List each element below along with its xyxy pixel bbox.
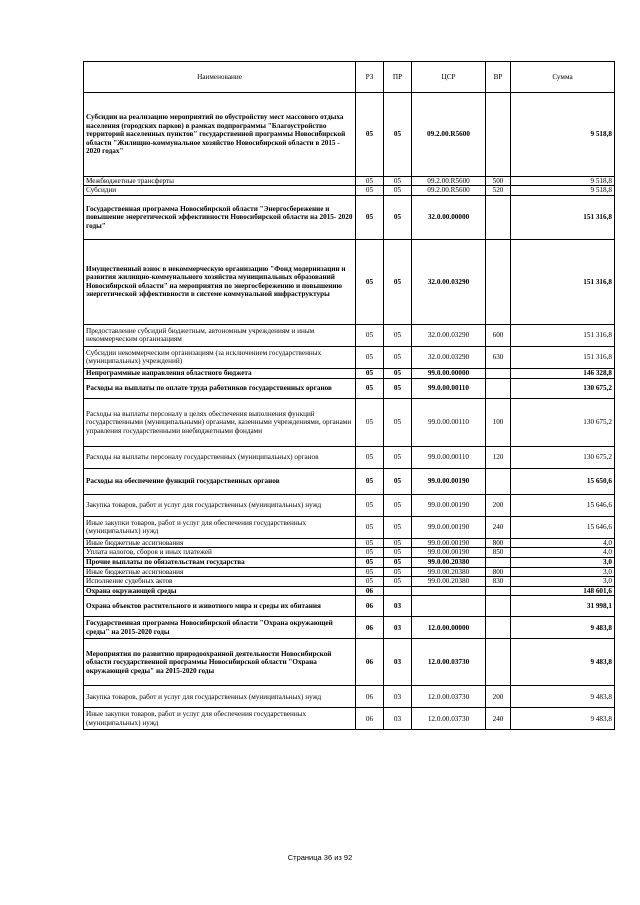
cell-pr: 05 [384,567,412,576]
table-row [84,516,615,538]
cell-rz: 05 [356,548,384,557]
cell-csr: 09.2.00.R5600 [412,177,486,186]
table-row [84,557,615,567]
cell-sum: 4,0 [511,548,615,557]
cell-csr: 99.0.00.20380 [412,577,486,586]
table-row [84,186,615,195]
budget-table [83,61,615,730]
table-row [84,368,615,378]
cell-name: Имущественный взнос в некоммерческую организацию "Фонд модернизации и развития жилищно-коммунального хозяйства муниципальных образований Новосибирской области" на мероприятия по энергосбережению и повышению энергетической эффективности в системе коммунальной инфраструктуры [84,239,356,324]
cell-name: Исполнение судебных актов [84,577,356,586]
page-number: Страница 36 из 92 [287,853,353,862]
cell-sum: 146 328,8 [511,368,615,378]
cell-vr: 240 [486,516,511,538]
cell-sum: 151 316,8 [511,346,615,368]
cell-rz: 05 [356,177,384,186]
cell-pr: 05 [384,494,412,516]
cell-sum: 151 316,8 [511,195,615,239]
cell-sum: 9 483,8 [511,708,615,730]
cell-csr: 99.0.00.00190 [412,538,486,547]
cell-sum: 151 316,8 [511,324,615,346]
cell-csr: 12.0.00.03730 [412,686,486,708]
cell-vr [486,586,511,595]
cell-name: Иные закупки товаров, работ и услуг для обеспечения государственных (муниципальных) нужд [84,708,356,730]
table-row [84,324,615,346]
cell-vr: 520 [486,186,511,195]
cell-rz: 05 [356,494,384,516]
header-vr: ВР [486,62,511,93]
cell-pr: 03 [384,617,412,639]
cell-rz: 06 [356,708,384,730]
cell-name: Иные закупки товаров, работ и услуг для обеспечения государственных (муниципальных) нужд [84,516,356,538]
cell-rz: 05 [356,516,384,538]
table-row [84,195,615,239]
cell-pr: 03 [384,708,412,730]
table-row [84,398,615,446]
cell-sum: 130 675,2 [511,378,615,398]
cell-name: Расходы на выплаты персоналу в целях обеспечения выполнения функций государственными (муниципальными) органами, казенными учреждениями, органами управления государственными внебюджетными фондами [84,398,356,446]
table-row [84,346,615,368]
cell-name: Закупка товаров, работ и услуг для государственных (муниципальных) нужд [84,686,356,708]
cell-pr: 05 [384,548,412,557]
cell-name: Охрана объектов растительного и животного мира и среды их обитания [84,596,356,617]
cell-csr: 12.0.00.03730 [412,708,486,730]
cell-rz: 05 [356,239,384,324]
cell-pr: 03 [384,639,412,686]
cell-csr: 99.0.00.00000 [412,368,486,378]
cell-sum: 15 646,6 [511,516,615,538]
cell-sum: 9 518,8 [511,186,615,195]
cell-name: Субсидии некоммерческим организациям (за исключением государственных (муниципальных) учреждений) [84,346,356,368]
table-row [84,708,615,730]
cell-csr: 32.0.00.03290 [412,324,486,346]
cell-rz: 05 [356,324,384,346]
cell-pr: 05 [384,577,412,586]
table-row [84,538,615,547]
table-row [84,686,615,708]
cell-rz: 05 [356,577,384,586]
cell-pr: 05 [384,378,412,398]
cell-csr: 12.0.00.00000 [412,617,486,639]
cell-pr: 03 [384,596,412,617]
cell-vr: 200 [486,494,511,516]
cell-pr: 05 [384,446,412,468]
cell-vr: 850 [486,548,511,557]
cell-csr: 09.2.00.R5600 [412,93,486,177]
cell-name: Закупка товаров, работ и услуг для государственных (муниципальных) нужд [84,494,356,516]
cell-sum: 130 675,2 [511,398,615,446]
cell-name: Государственная программа Новосибирской области "Энергосбережение и повышение энергетической эффективности Новосибирской области на 2015- 2020 годы" [84,195,356,239]
cell-vr: 500 [486,177,511,186]
cell-pr: 05 [384,516,412,538]
cell-name: Непрограммные направления областного бюджета [84,368,356,378]
cell-csr: 99.0.00.00110 [412,446,486,468]
cell-name: Субсидии [84,186,356,195]
cell-vr [486,368,511,378]
cell-pr: 05 [384,557,412,567]
cell-csr: 12.0.00.03730 [412,639,486,686]
table-row [84,586,615,595]
cell-csr: 32.0.00.00000 [412,195,486,239]
cell-sum: 3,0 [511,557,615,567]
cell-sum: 9 483,8 [511,686,615,708]
cell-vr: 200 [486,686,511,708]
cell-csr: 99.0.00.00110 [412,378,486,398]
cell-rz: 05 [356,446,384,468]
table-row [84,239,615,324]
cell-vr [486,195,511,239]
cell-sum: 15 650,6 [511,468,615,494]
cell-rz: 05 [356,557,384,567]
cell-csr: 99.0.00.00190 [412,468,486,494]
table-row [84,93,615,177]
table-row [84,567,615,576]
cell-sum: 130 675,2 [511,446,615,468]
cell-name: Государственная программа Новосибирской области "Охрана окружающей среды" на 2015-2020 годы [84,617,356,639]
cell-pr: 05 [384,398,412,446]
cell-vr [486,468,511,494]
cell-rz: 05 [356,398,384,446]
cell-sum: 15 646,6 [511,494,615,516]
cell-vr [486,378,511,398]
cell-pr: 05 [384,93,412,177]
cell-vr: 120 [486,446,511,468]
cell-name: Иные бюджетные ассигнования [84,567,356,576]
cell-name: Расходы на выплаты персоналу государственных (муниципальных) органов [84,446,356,468]
header-sum: Сумма [511,62,615,93]
cell-pr: 05 [384,346,412,368]
cell-rz: 05 [356,93,384,177]
table-row [84,378,615,398]
table-row [84,577,615,586]
cell-csr: 99.0.00.20380 [412,567,486,576]
cell-sum: 148 601,6 [511,586,615,595]
cell-csr: 99.0.00.00190 [412,494,486,516]
header-rz: РЗ [356,62,384,93]
cell-name: Иные бюджетные ассигнования [84,538,356,547]
cell-pr: 05 [384,538,412,547]
table-row [84,494,615,516]
cell-name: Прочие выплаты по обязательствам государства [84,557,356,567]
cell-pr: 05 [384,239,412,324]
cell-sum: 151 316,8 [511,239,615,324]
cell-vr: 240 [486,708,511,730]
cell-vr [486,239,511,324]
cell-rz: 05 [356,378,384,398]
cell-rz: 06 [356,686,384,708]
cell-name: Расходы на выплаты по оплате труда работников государственных органов [84,378,356,398]
table-row [84,548,615,557]
table-body [84,93,615,730]
table-row [84,639,615,686]
header-name: Наименование [84,62,356,93]
cell-rz: 05 [356,186,384,195]
cell-name: Уплата налогов, сборов и иных платежей [84,548,356,557]
cell-vr [486,639,511,686]
cell-sum: 9 518,8 [511,93,615,177]
table-row [84,177,615,186]
cell-vr: 800 [486,538,511,547]
cell-sum: 31 998,1 [511,596,615,617]
cell-rz: 05 [356,368,384,378]
cell-sum: 4,0 [511,538,615,547]
table-row [84,468,615,494]
cell-vr: 600 [486,324,511,346]
cell-csr: 32.0.00.03290 [412,239,486,324]
cell-name: Субсидии на реализацию мероприятий по обустройству мест массового отдыха населения (городских парков) в рамках подпрограммы "Благоустройство территорий населенных пунктов" государственной программы Новосибирской области "Жилищно-коммунальное хозяйство Новосибирской области в 2015 - 2020 годах" [84,93,356,177]
cell-pr: 03 [384,686,412,708]
cell-rz: 06 [356,596,384,617]
cell-sum: 3,0 [511,577,615,586]
cell-vr: 830 [486,577,511,586]
cell-sum: 9 518,8 [511,177,615,186]
cell-pr: 05 [384,468,412,494]
header-pr: ПР [384,62,412,93]
cell-rz: 05 [356,195,384,239]
cell-csr: 32.0.00.03290 [412,346,486,368]
table-header-row [84,62,615,93]
cell-vr: 100 [486,398,511,446]
cell-rz: 05 [356,346,384,368]
cell-sum: 9 483,8 [511,639,615,686]
cell-rz: 06 [356,586,384,595]
cell-vr: 800 [486,567,511,576]
cell-csr: 09.2.00.R5600 [412,186,486,195]
cell-csr: 99.0.00.20380 [412,557,486,567]
cell-pr: 05 [384,195,412,239]
cell-vr [486,596,511,617]
cell-name: Охрана окружающей среды [84,586,356,595]
cell-csr [412,596,486,617]
cell-name: Предоставление субсидий бюджетным, автономным учреждениям и иным некоммерческим организациям [84,324,356,346]
cell-rz: 06 [356,617,384,639]
cell-pr: 05 [384,186,412,195]
cell-csr: 99.0.00.00110 [412,398,486,446]
table-row [84,446,615,468]
cell-vr: 630 [486,346,511,368]
table-row [84,596,615,617]
cell-vr [486,557,511,567]
table-row [84,617,615,639]
cell-pr [384,586,412,595]
cell-rz: 05 [356,538,384,547]
cell-pr: 05 [384,368,412,378]
cell-name: Межбюджетные трансферты [84,177,356,186]
cell-pr: 05 [384,177,412,186]
cell-name: Мероприятия по развитию природоохранной деятельности Новосибирской области государственной программы Новосибирской области "Охрана окружающей среды" на 2015-2020 годы [84,639,356,686]
cell-vr [486,93,511,177]
cell-sum: 3,0 [511,567,615,576]
cell-csr: 99.0.00.00190 [412,516,486,538]
cell-csr: 99.0.00.00190 [412,548,486,557]
cell-pr: 05 [384,324,412,346]
header-csr: ЦСР [412,62,486,93]
cell-csr [412,586,486,595]
cell-vr [486,617,511,639]
cell-rz: 05 [356,468,384,494]
cell-rz: 05 [356,567,384,576]
cell-sum: 9 483,8 [511,617,615,639]
cell-name: Расходы на обеспечение функций государственных органов [84,468,356,494]
cell-rz: 06 [356,639,384,686]
